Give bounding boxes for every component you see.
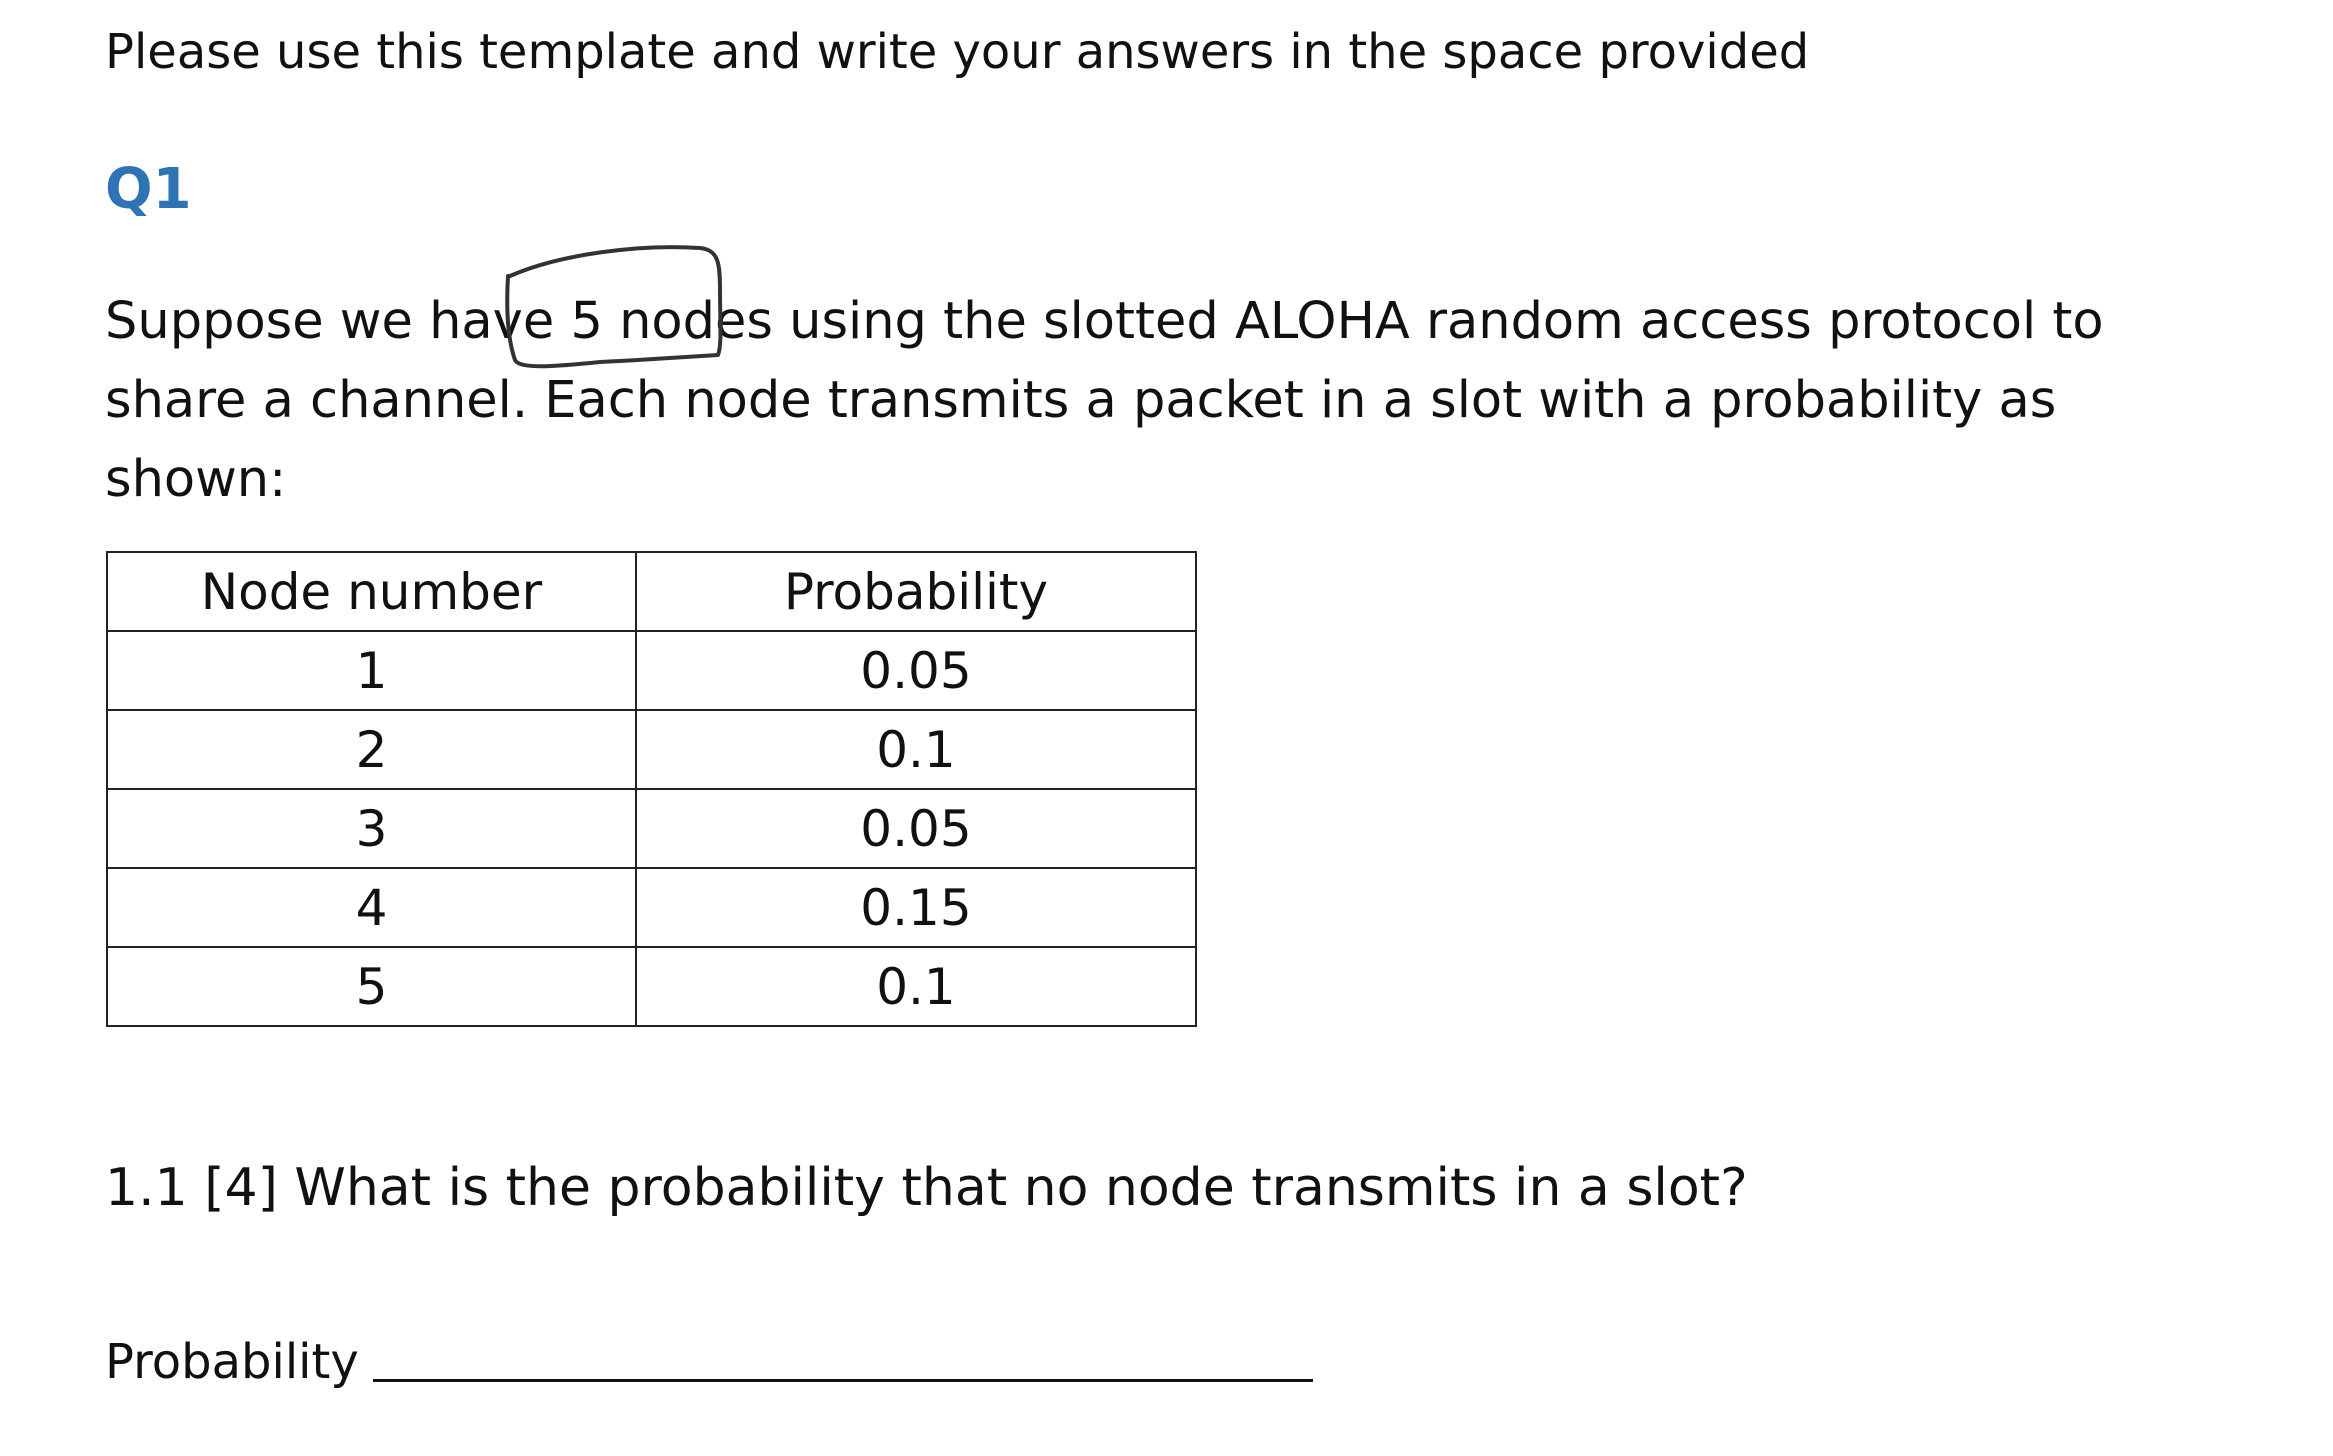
- table-row: [107, 947, 1196, 1026]
- node-number-cell: 5: [107, 947, 636, 1026]
- header-probability: Probability: [636, 552, 1196, 631]
- answer-label: Probability: [105, 1334, 359, 1390]
- node-number-cell: 1: [107, 631, 636, 710]
- probability-cell: 0.15: [636, 868, 1196, 947]
- probability-cell: 0.1: [636, 710, 1196, 789]
- answer-row: [105, 1330, 1313, 1394]
- answer-blank-line[interactable]: [373, 1379, 1313, 1382]
- node-number-cell: 4: [107, 868, 636, 947]
- table-row: [107, 789, 1196, 868]
- probability-cell: 0.1: [636, 947, 1196, 1026]
- node-probability-table: [106, 551, 1197, 1027]
- node-number-cell: 2: [107, 710, 636, 789]
- node-number-cell: 3: [107, 789, 636, 868]
- table-header-row: [107, 552, 1196, 631]
- question-text: Suppose we have 5 nodes using the slotted ALOHA random access protocol to share a channel. Each node transmits a packet in a slot with a probability as shown:: [105, 292, 2104, 509]
- subquestion-text: 1.1 [4] What is the probability that no node transmits in a slot?: [105, 1158, 1748, 1218]
- table-row: [107, 710, 1196, 789]
- question-heading: Q1: [105, 157, 192, 222]
- table-row: [107, 868, 1196, 947]
- header-node-number: Node number: [107, 552, 636, 631]
- probability-cell: 0.05: [636, 789, 1196, 868]
- table-row: [107, 631, 1196, 710]
- instruction-text: Please use this template and write your answers in the space provided: [105, 24, 1810, 80]
- probability-cell: 0.05: [636, 631, 1196, 710]
